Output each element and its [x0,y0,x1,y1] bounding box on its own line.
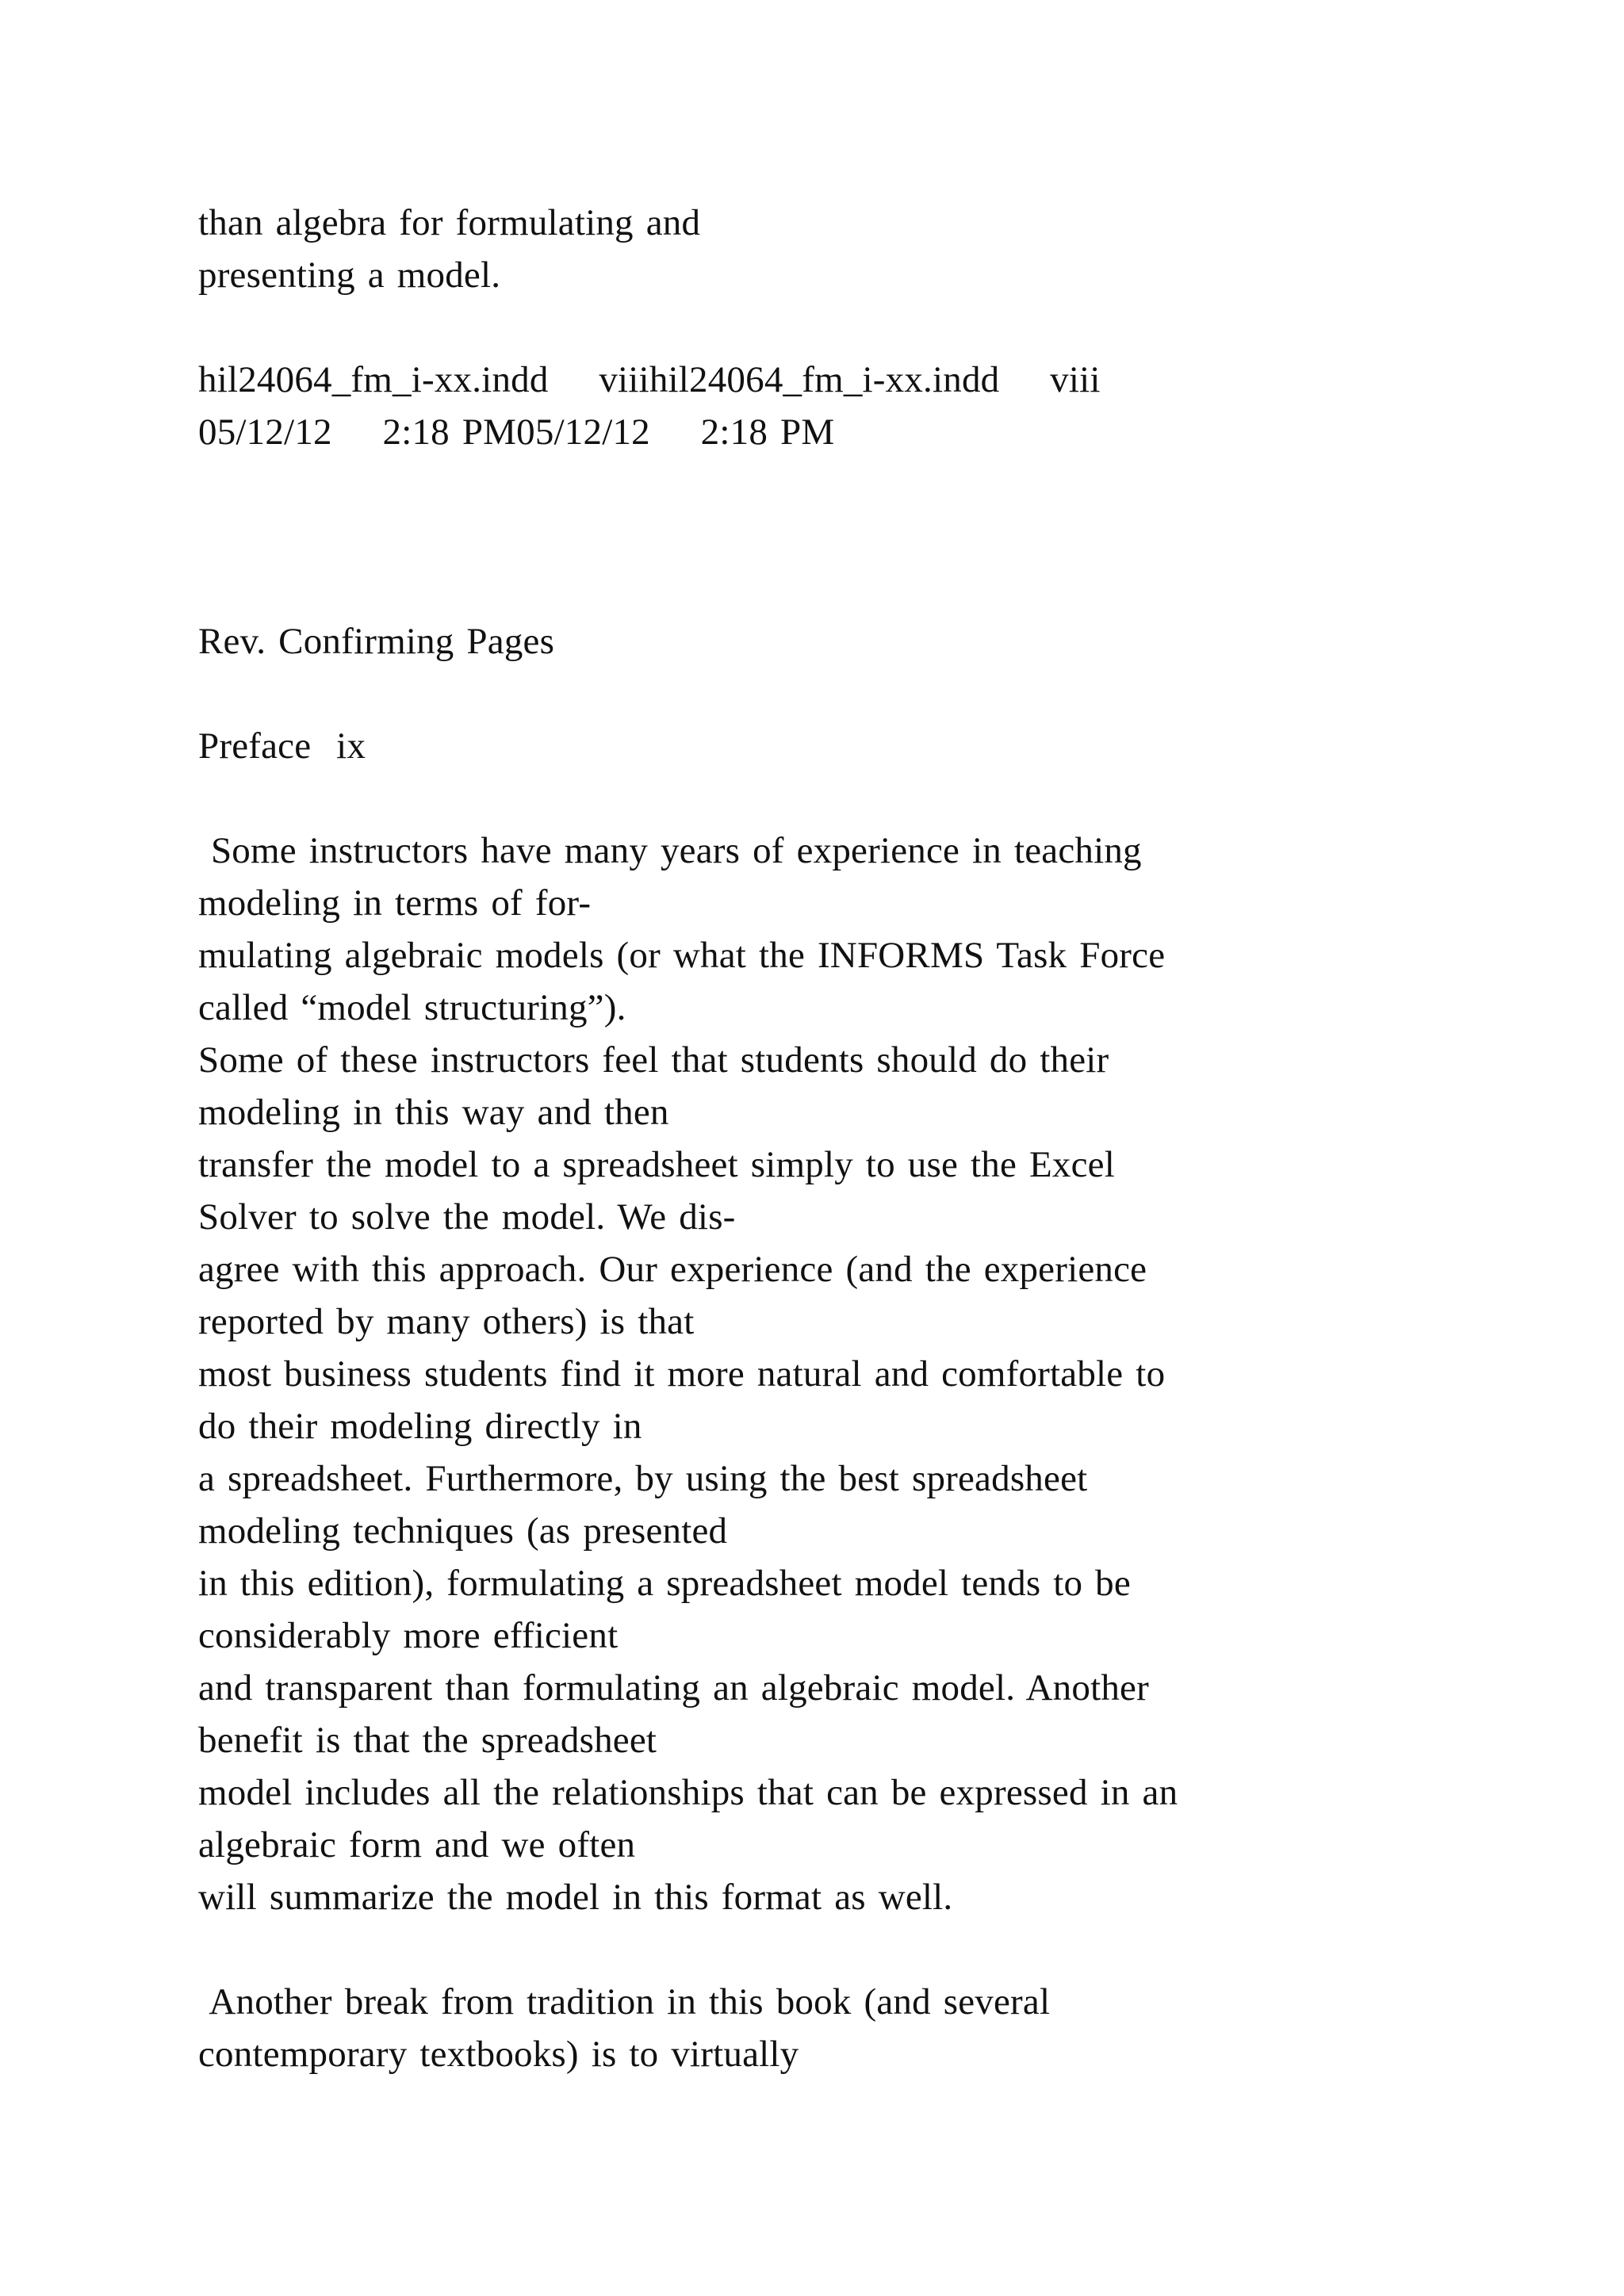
text-line: contemporary textbooks) is to virtually [198,2034,799,2075]
text-line: considerably more efficient [198,1615,619,1656]
text-line: will summarize the model in this format as well. [198,1877,953,1918]
text-line: called “model structuring”). [198,987,626,1028]
text-line: most business students find it more natural and comfortable to [198,1353,1166,1395]
text-line: Some of these instructors feel that students should do their [198,1039,1109,1081]
file-slug-line: hil24064_fm_i-xx.indd viiihil24064_fm_i-xx.indd viii [198,359,1101,400]
text-line: model includes all the relationships that can be expressed in an [198,1772,1178,1813]
text-line: Some instructors have many years of experience in teaching [198,830,1142,871]
text-line: modeling techniques (as presented [198,1510,728,1552]
text-line: transfer the model to a spreadsheet simply to use the Excel [198,1144,1115,1185]
text-line: than algebra for formulating and [198,202,701,243]
timestamp-line: 05/12/12 2:18 PM05/12/12 2:18 PM [198,411,835,453]
text-line: Another break from tradition in this book (and several [198,1981,1051,2022]
text-line: and transparent than formulating an algebraic model. Another [198,1667,1149,1709]
text-line: modeling in this way and then [198,1092,669,1133]
text-line: do their modeling directly in [198,1406,642,1447]
running-header: Preface ix [198,725,366,767]
text-line: a spreadsheet. Furthermore, by using the best spreadsheet [198,1458,1088,1499]
text-line: modeling in terms of for- [198,882,592,924]
text-line: reported by many others) is that [198,1301,695,1342]
text-line: agree with this approach. Our experience (and the experience [198,1249,1147,1290]
text-line: in this edition), formulating a spreadsheet model tends to be [198,1563,1131,1604]
text-line: mulating algebraic models (or what the INFORMS Task Force [198,935,1166,976]
proof-status-line: Rev. Confirming Pages [198,621,555,662]
text-line: benefit is that the spreadsheet [198,1720,657,1761]
text-line: algebraic form and we often [198,1824,636,1866]
text-line: Solver to solve the model. We dis- [198,1196,736,1238]
text-line: presenting a model. [198,254,501,296]
